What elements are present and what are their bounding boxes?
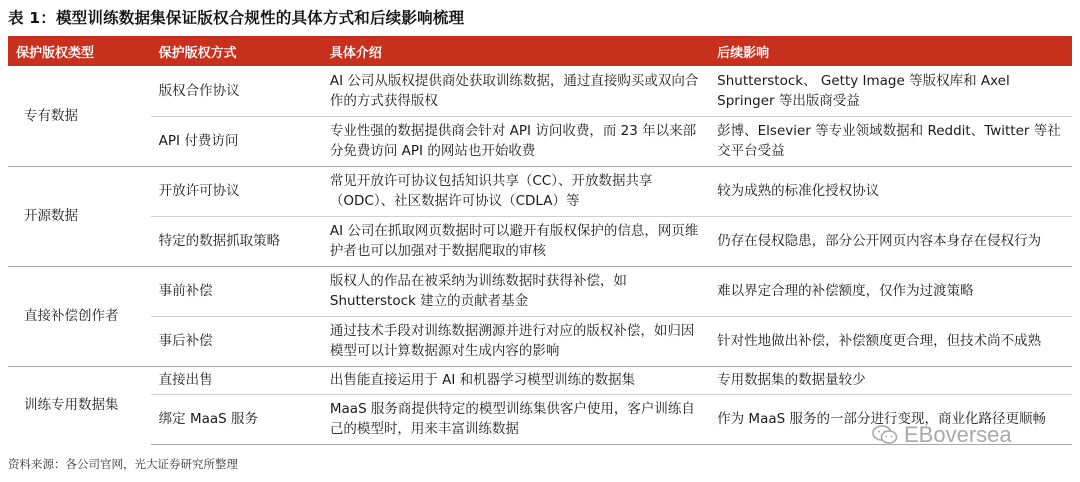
watermark [872, 422, 1012, 448]
impact-cell: 针对性地做出补偿，补偿额度更合理，但技术尚不成熟 [709, 316, 1072, 366]
category-cell: 开源数据 [8, 166, 151, 266]
description-cell: 出售能直接运用于 AI 和机器学习模型训练的数据集 [322, 366, 709, 394]
wechat-icon [872, 425, 898, 445]
impact-cell: 难以界定合理的补偿额度，仅作为过渡策略 [709, 266, 1072, 316]
description-cell: 常见开放许可协议包括知识共享（CC）、开放数据共享（ODC）、社区数据许可协议（CDLA）等 [322, 166, 709, 216]
table-row [8, 366, 1072, 394]
method-cell: 版权合作协议 [158, 82, 240, 99]
table-row [8, 216, 1072, 266]
description-cell: AI 公司从版权提供商处获取训练数据，通过直接购买或双向合作的方式获得版权 [329, 72, 699, 109]
description-cell: 版权人的作品在被采纳为训练数据时获得补偿，如 Shutterstock 建立的贡献者基金 [322, 266, 709, 316]
table-row [8, 266, 1072, 316]
compliance-table [8, 36, 1072, 445]
category-cell: 直接补偿创作者 [8, 266, 151, 366]
table-row [8, 116, 1072, 166]
impact-cell: Shutterstock、 Getty Image 等版权库和 Axel Springer 等出版商受益 [717, 72, 1010, 109]
description-cell: 专业性强的数据提供商会针对 API 访问收费，而 23 年以来部分免费访问 API 的网站也开始收费 [322, 116, 709, 166]
table-row [8, 316, 1072, 366]
impact-cell: 较为成熟的标准化授权协议 [709, 166, 1072, 216]
impact-cell: 仍存在侵权隐患，部分公开网页内容本身存在侵权行为 [709, 216, 1072, 266]
method-cell: 事后补偿 [151, 316, 322, 366]
method-cell: 直接出售 [151, 366, 322, 394]
header-description: 具体介绍 [322, 36, 709, 66]
header-type: 保护版权类型 [8, 36, 151, 66]
header-method: 保护版权方式 [151, 36, 322, 66]
impact-cell: 专用数据集的数据量较少 [709, 366, 1072, 394]
table-row [8, 66, 1072, 116]
description-cell: 通过技术手段对训练数据溯源并进行对应的版权补偿，如归因模型可以计算数据源对生成内容的影响 [322, 316, 709, 366]
impact-cell: 作为 MaaS 服务的一部分进行变现，商业化路径更顺畅 [709, 394, 1072, 444]
method-cell: 绑定 MaaS 服务 [151, 394, 322, 444]
category-cell: 专有数据 [24, 107, 78, 124]
header-impact: 后续影响 [709, 36, 1072, 66]
method-cell: API 付费访问 [151, 116, 322, 166]
description-cell: MaaS 服务商提供特定的模型训练集供客户使用，客户训练自己的模型时，用来丰富训练数据 [322, 394, 709, 444]
method-cell: 事前补偿 [151, 266, 322, 316]
method-cell: 开放许可协议 [151, 166, 322, 216]
method-cell: 特定的数据抓取策略 [151, 216, 322, 266]
table-row [8, 166, 1072, 216]
table-title: 表 1：模型训练数据集保证版权合规性的具体方式和后续影响梳理 [8, 9, 465, 27]
watermark-text: EBoversea [904, 422, 1012, 447]
source-note: 资料来源：各公司官网，光大证券研究所整理 [8, 457, 238, 471]
category-cell: 训练专用数据集 [8, 366, 151, 444]
description-cell: AI 公司在抓取网页数据时可以避开有版权保护的信息，网页维护者也可以加强对于数据爬取的审核 [322, 216, 709, 266]
impact-cell: 彭博、Elsevier 等专业领域数据和 Reddit、Twitter 等社交平台受益 [709, 116, 1072, 166]
header-row [8, 36, 1072, 66]
